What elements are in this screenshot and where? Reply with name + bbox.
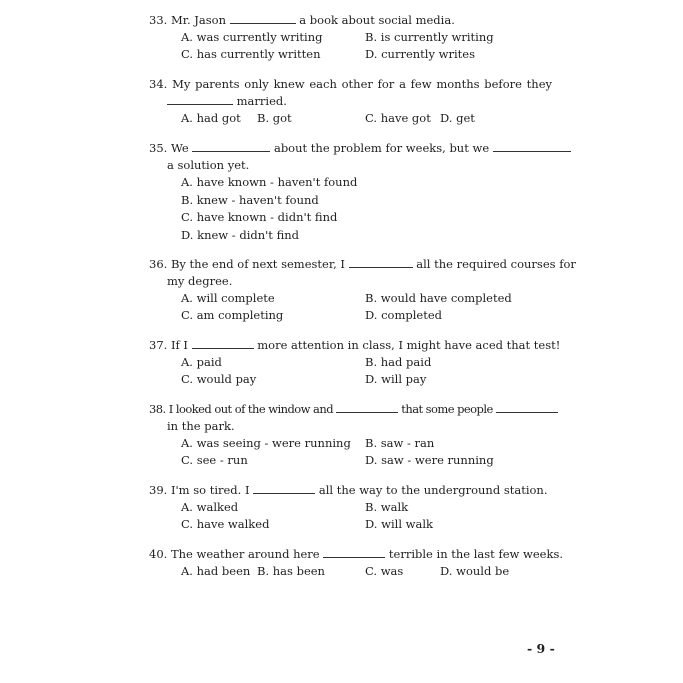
option-a: A. was currently writing: [181, 30, 323, 44]
options-list: [149, 174, 552, 244]
option-a: A. have known - haven't found: [181, 175, 358, 189]
option-a: A. had got: [181, 111, 241, 125]
question-stem: 35. We about the problem for weeks, but we: [149, 140, 552, 157]
option-a: A. had been: [181, 564, 251, 578]
answer-blank: [493, 140, 571, 152]
option-c: C. have got: [365, 111, 431, 125]
options-row: [149, 307, 552, 324]
answer-blank: [323, 546, 385, 558]
question-40: [149, 546, 564, 580]
question-stem: 39. I'm so tired. I all the way to the underground station.: [149, 483, 548, 497]
question-39: [149, 482, 552, 533]
option-d: D. completed: [365, 308, 443, 322]
options-row: [149, 452, 552, 469]
option-c: C. am completing: [181, 308, 284, 322]
answer-blank: [192, 337, 254, 349]
option-d: D. would be: [440, 564, 510, 578]
answer-blank: [192, 140, 270, 152]
question-35: [149, 140, 552, 244]
option-b: B. walk: [365, 500, 409, 514]
options-row: [149, 354, 552, 371]
option-a: A. walked: [181, 500, 239, 514]
option-b: B. had paid: [365, 355, 432, 369]
option-c: C. have walked: [181, 517, 270, 531]
answer-blank: [167, 93, 233, 105]
question-stem-continued: in the park.: [167, 419, 235, 433]
option-a: A. paid: [181, 355, 222, 369]
option-c: C. would pay: [181, 372, 257, 386]
question-stem-continued: my degree.: [167, 274, 233, 288]
option-b: B. is currently writing: [365, 30, 494, 44]
option-d: D. currently writes: [365, 47, 475, 61]
question-33: [149, 12, 552, 63]
option-c: C. have known - didn't find: [181, 210, 338, 224]
options-row: [149, 371, 552, 388]
options-row: [149, 435, 552, 452]
option-c: C. see - run: [181, 453, 248, 467]
question-stem: 36. By the end of next semester, I all the required courses for: [149, 257, 576, 271]
option-b: B. got: [257, 111, 292, 125]
option-d: D. saw - were running: [365, 453, 494, 467]
question-stem: 40. The weather around here terrible in the last few weeks.: [149, 547, 564, 561]
question-stem-continued: a solution yet.: [167, 158, 250, 172]
options-row: [149, 563, 552, 580]
option-b: B. knew - haven't found: [181, 192, 319, 207]
answer-blank: [336, 401, 398, 413]
question-34: [149, 76, 552, 127]
answer-blank: [230, 12, 296, 24]
question-stem: 34. My parents only knew each other for a few months before they: [149, 77, 553, 91]
question-stem: 33. Mr. Jason a book about social media.: [149, 13, 455, 27]
question-stem: 37. If I more attention in class, I might have aced that test!: [149, 338, 561, 352]
question-stem-continued: married.: [149, 93, 552, 110]
question-37: [149, 337, 561, 388]
option-b: B. saw - ran: [365, 436, 435, 450]
question-36: [149, 256, 576, 324]
question-stem: 38. I looked out of the window and that some people: [149, 401, 552, 418]
answer-blank: [349, 256, 413, 268]
options-row: [149, 110, 552, 127]
page-number: - 9 -: [527, 641, 555, 656]
answer-blank: [496, 401, 558, 413]
option-b: B. has been: [257, 564, 325, 578]
option-d: D. will walk: [365, 517, 434, 531]
options-row: [149, 46, 552, 63]
option-c: C. has currently written: [181, 47, 321, 61]
option-b: B. would have completed: [365, 291, 512, 305]
options-row: [149, 290, 552, 307]
option-d: D. knew - didn't find: [181, 227, 300, 242]
question-38: [149, 401, 552, 469]
option-a: A. was seeing - were running: [181, 436, 351, 450]
option-d: D. will pay: [365, 372, 427, 386]
options-row: [149, 499, 552, 516]
options-row: [149, 516, 552, 533]
option-c: C. was: [365, 564, 404, 578]
option-a: A. will complete: [181, 291, 275, 305]
options-row: [149, 29, 552, 46]
option-d: D. get: [440, 111, 475, 125]
answer-blank: [253, 482, 315, 494]
